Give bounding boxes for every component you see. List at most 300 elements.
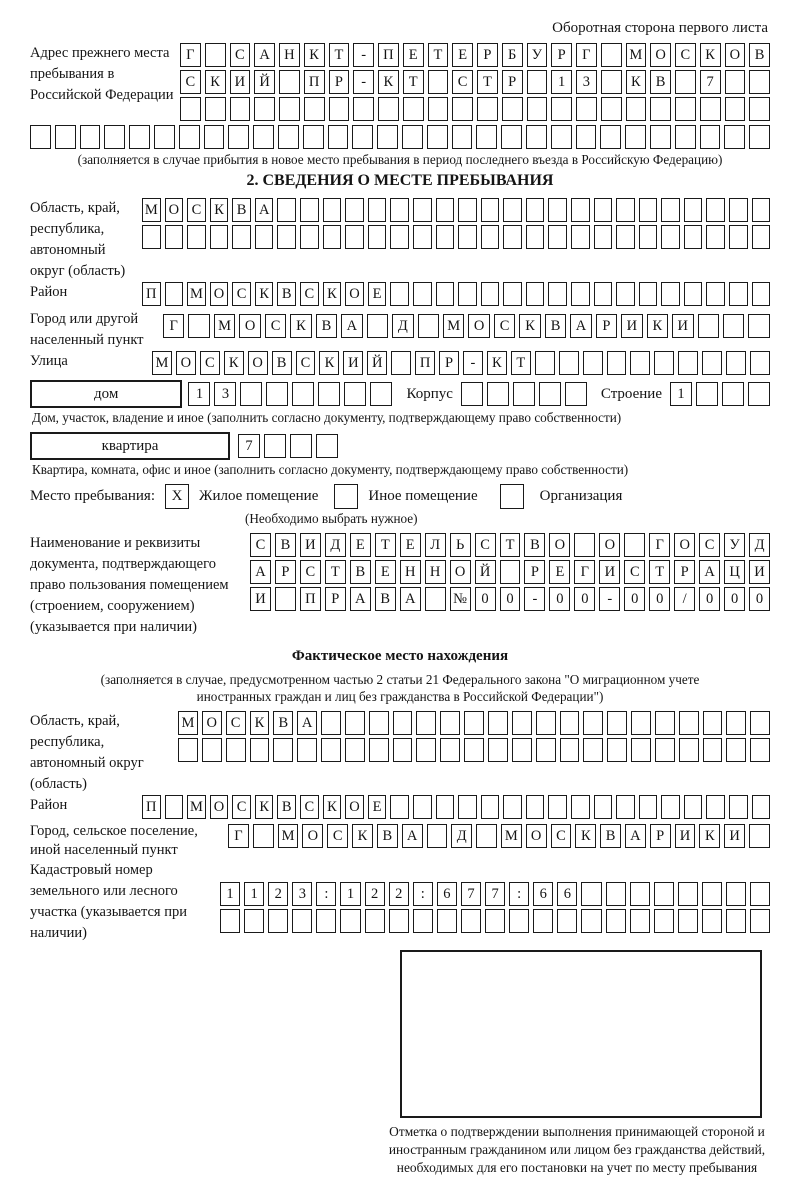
char-cell[interactable] <box>723 314 744 338</box>
char-cell[interactable]: С <box>475 533 496 557</box>
char-cell[interactable]: О <box>725 43 746 67</box>
char-cell[interactable] <box>481 282 500 306</box>
char-cell[interactable] <box>557 909 577 933</box>
char-cell[interactable]: Т <box>428 43 449 67</box>
char-cell[interactable]: И <box>621 314 642 338</box>
char-cell[interactable]: И <box>300 533 321 557</box>
char-cell[interactable] <box>576 97 597 121</box>
char-cell[interactable] <box>594 282 613 306</box>
char-cell[interactable] <box>700 125 721 149</box>
char-cell[interactable]: Е <box>368 795 387 819</box>
char-cell[interactable]: Е <box>400 533 421 557</box>
char-cell[interactable] <box>255 225 274 249</box>
char-cell[interactable]: 3 <box>576 70 597 94</box>
char-cell[interactable] <box>266 382 288 406</box>
char-cell[interactable] <box>416 738 436 762</box>
char-cell[interactable] <box>729 282 748 306</box>
char-cell[interactable] <box>440 711 460 735</box>
char-cell[interactable] <box>526 198 545 222</box>
char-cell[interactable] <box>464 711 484 735</box>
char-cell[interactable] <box>702 909 722 933</box>
char-cell[interactable] <box>30 125 51 149</box>
char-cell[interactable] <box>377 125 398 149</box>
char-cell[interactable]: С <box>699 533 720 557</box>
char-cell[interactable]: А <box>250 560 271 584</box>
char-cell[interactable] <box>304 97 325 121</box>
char-cell[interactable]: О <box>176 351 196 375</box>
char-cell[interactable] <box>300 225 319 249</box>
char-cell[interactable] <box>226 738 246 762</box>
char-cell[interactable] <box>187 225 206 249</box>
char-cell[interactable] <box>512 711 532 735</box>
char-cell[interactable] <box>165 282 184 306</box>
char-cell[interactable]: : <box>413 882 433 906</box>
char-cell[interactable] <box>574 533 595 557</box>
char-cell[interactable]: Т <box>329 43 350 67</box>
char-cell[interactable]: 1 <box>340 882 360 906</box>
char-cell[interactable] <box>428 97 449 121</box>
checkbox-residential-premises[interactable]: X <box>165 484 189 509</box>
char-cell[interactable] <box>639 795 658 819</box>
char-cell[interactable]: Д <box>325 533 346 557</box>
char-cell[interactable]: 0 <box>699 587 720 611</box>
char-cell[interactable] <box>458 198 477 222</box>
char-cell[interactable] <box>675 70 696 94</box>
char-cell[interactable]: 6 <box>533 882 553 906</box>
char-cell[interactable] <box>679 738 699 762</box>
char-cell[interactable]: 0 <box>475 587 496 611</box>
char-cell[interactable] <box>560 711 580 735</box>
char-cell[interactable] <box>452 125 473 149</box>
char-cell[interactable] <box>631 738 651 762</box>
char-cell[interactable] <box>527 70 548 94</box>
char-cell[interactable] <box>726 909 746 933</box>
char-cell[interactable] <box>413 225 432 249</box>
char-cell[interactable] <box>275 587 296 611</box>
char-cell[interactable] <box>560 738 580 762</box>
char-cell[interactable]: 2 <box>389 882 409 906</box>
char-cell[interactable] <box>703 738 723 762</box>
char-cell[interactable]: Н <box>425 560 446 584</box>
char-cell[interactable] <box>268 909 288 933</box>
char-cell[interactable] <box>232 225 251 249</box>
char-cell[interactable] <box>594 198 613 222</box>
char-cell[interactable]: Р <box>524 560 545 584</box>
char-cell[interactable] <box>752 198 771 222</box>
char-cell[interactable] <box>606 909 626 933</box>
char-cell[interactable]: Е <box>403 43 424 67</box>
char-cell[interactable]: О <box>210 282 229 306</box>
char-cell[interactable]: 2 <box>268 882 288 906</box>
char-cell[interactable] <box>485 909 505 933</box>
char-cell[interactable] <box>607 711 627 735</box>
char-cell[interactable]: О <box>526 824 547 848</box>
char-cell[interactable] <box>220 909 240 933</box>
char-cell[interactable]: - <box>353 70 374 94</box>
char-cell[interactable]: К <box>250 711 270 735</box>
char-cell[interactable] <box>365 909 385 933</box>
char-cell[interactable] <box>750 909 770 933</box>
char-cell[interactable] <box>278 125 299 149</box>
char-cell[interactable] <box>254 97 275 121</box>
char-cell[interactable] <box>571 198 590 222</box>
char-cell[interactable]: С <box>230 43 251 67</box>
char-cell[interactable] <box>661 282 680 306</box>
char-cell[interactable]: М <box>626 43 647 67</box>
char-cell[interactable]: А <box>625 824 646 848</box>
char-cell[interactable]: Ь <box>450 533 471 557</box>
char-cell[interactable] <box>458 225 477 249</box>
char-cell[interactable]: С <box>226 711 246 735</box>
char-cell[interactable]: В <box>277 795 296 819</box>
char-cell[interactable] <box>571 225 590 249</box>
char-cell[interactable] <box>264 434 286 458</box>
char-cell[interactable] <box>729 225 748 249</box>
char-cell[interactable] <box>244 909 264 933</box>
char-cell[interactable] <box>678 909 698 933</box>
char-cell[interactable] <box>345 225 364 249</box>
char-cell[interactable]: 0 <box>574 587 595 611</box>
char-cell[interactable] <box>607 351 627 375</box>
char-cell[interactable] <box>290 434 312 458</box>
char-cell[interactable]: М <box>501 824 522 848</box>
char-cell[interactable] <box>639 282 658 306</box>
checkbox-organization[interactable] <box>500 484 524 509</box>
char-cell[interactable]: О <box>202 711 222 735</box>
char-cell[interactable] <box>513 382 535 406</box>
char-cell[interactable] <box>661 225 680 249</box>
char-cell[interactable] <box>476 824 497 848</box>
char-cell[interactable] <box>509 909 529 933</box>
char-cell[interactable] <box>378 97 399 121</box>
char-cell[interactable]: М <box>178 711 198 735</box>
char-cell[interactable]: С <box>494 314 515 338</box>
char-cell[interactable]: А <box>699 560 720 584</box>
char-cell[interactable] <box>340 909 360 933</box>
char-cell[interactable] <box>703 711 723 735</box>
char-cell[interactable] <box>750 738 770 762</box>
char-cell[interactable] <box>487 382 509 406</box>
char-cell[interactable]: 1 <box>220 882 240 906</box>
char-cell[interactable] <box>188 314 209 338</box>
char-cell[interactable]: С <box>327 824 348 848</box>
char-cell[interactable]: С <box>300 282 319 306</box>
char-cell[interactable]: С <box>551 824 572 848</box>
char-cell[interactable] <box>481 795 500 819</box>
char-cell[interactable]: О <box>345 795 364 819</box>
char-cell[interactable] <box>369 711 389 735</box>
char-cell[interactable] <box>204 125 225 149</box>
char-cell[interactable] <box>210 225 229 249</box>
char-cell[interactable]: Г <box>163 314 184 338</box>
char-cell[interactable]: Р <box>275 560 296 584</box>
char-cell[interactable]: С <box>452 70 473 94</box>
char-cell[interactable]: 3 <box>292 882 312 906</box>
char-cell[interactable] <box>321 711 341 735</box>
char-cell[interactable]: 7 <box>700 70 721 94</box>
char-cell[interactable] <box>413 795 432 819</box>
char-cell[interactable]: К <box>255 795 274 819</box>
char-cell[interactable] <box>180 97 201 121</box>
char-cell[interactable]: М <box>142 198 161 222</box>
char-cell[interactable] <box>154 125 175 149</box>
char-cell[interactable] <box>428 70 449 94</box>
char-cell[interactable]: 0 <box>649 587 670 611</box>
char-cell[interactable] <box>616 795 635 819</box>
char-cell[interactable]: О <box>302 824 323 848</box>
char-cell[interactable]: И <box>749 560 770 584</box>
char-cell[interactable] <box>292 382 314 406</box>
char-cell[interactable]: Т <box>649 560 670 584</box>
char-cell[interactable]: К <box>519 314 540 338</box>
char-cell[interactable] <box>55 125 76 149</box>
char-cell[interactable] <box>277 225 296 249</box>
char-cell[interactable]: 7 <box>238 434 260 458</box>
char-cell[interactable] <box>300 198 319 222</box>
char-cell[interactable] <box>548 795 567 819</box>
char-cell[interactable] <box>481 198 500 222</box>
char-cell[interactable] <box>391 351 411 375</box>
char-cell[interactable]: Р <box>596 314 617 338</box>
char-cell[interactable] <box>630 882 650 906</box>
char-cell[interactable] <box>253 125 274 149</box>
char-cell[interactable] <box>548 282 567 306</box>
char-cell[interactable] <box>345 738 365 762</box>
char-cell[interactable] <box>729 795 748 819</box>
char-cell[interactable] <box>650 97 671 121</box>
char-cell[interactable]: 1 <box>551 70 572 94</box>
char-cell[interactable] <box>750 351 770 375</box>
char-cell[interactable] <box>631 711 651 735</box>
char-cell[interactable] <box>390 198 409 222</box>
char-cell[interactable]: Р <box>439 351 459 375</box>
char-cell[interactable]: Р <box>674 560 695 584</box>
char-cell[interactable]: А <box>350 587 371 611</box>
char-cell[interactable] <box>279 97 300 121</box>
char-cell[interactable] <box>526 225 545 249</box>
char-cell[interactable] <box>601 97 622 121</box>
char-cell[interactable]: - <box>524 587 545 611</box>
char-cell[interactable]: Р <box>477 43 498 67</box>
char-cell[interactable] <box>461 909 481 933</box>
char-cell[interactable] <box>616 225 635 249</box>
char-cell[interactable]: С <box>296 351 316 375</box>
char-cell[interactable]: В <box>650 70 671 94</box>
char-cell[interactable]: К <box>255 282 274 306</box>
char-cell[interactable] <box>654 909 674 933</box>
char-cell[interactable] <box>724 125 745 149</box>
char-cell[interactable] <box>698 314 719 338</box>
char-cell[interactable]: С <box>232 795 251 819</box>
char-cell[interactable]: - <box>463 351 483 375</box>
char-cell[interactable] <box>427 824 448 848</box>
char-cell[interactable]: 0 <box>549 587 570 611</box>
char-cell[interactable]: № <box>450 587 471 611</box>
char-cell[interactable] <box>750 711 770 735</box>
char-cell[interactable] <box>678 351 698 375</box>
char-cell[interactable] <box>345 198 364 222</box>
char-cell[interactable] <box>675 97 696 121</box>
char-cell[interactable] <box>440 738 460 762</box>
char-cell[interactable]: : <box>509 882 529 906</box>
char-cell[interactable] <box>503 225 522 249</box>
char-cell[interactable] <box>696 382 718 406</box>
char-cell[interactable]: / <box>674 587 695 611</box>
char-cell[interactable]: В <box>375 587 396 611</box>
char-cell[interactable]: И <box>675 824 696 848</box>
char-cell[interactable] <box>250 738 270 762</box>
char-cell[interactable]: П <box>304 70 325 94</box>
char-cell[interactable] <box>702 351 722 375</box>
char-cell[interactable] <box>565 382 587 406</box>
char-cell[interactable]: М <box>187 282 206 306</box>
char-cell[interactable]: В <box>273 711 293 735</box>
char-cell[interactable] <box>461 382 483 406</box>
char-cell[interactable] <box>601 70 622 94</box>
char-cell[interactable] <box>436 795 455 819</box>
char-cell[interactable] <box>583 738 603 762</box>
char-cell[interactable] <box>458 795 477 819</box>
char-cell[interactable] <box>748 314 769 338</box>
char-cell[interactable] <box>352 125 373 149</box>
char-cell[interactable] <box>675 125 696 149</box>
char-cell[interactable] <box>706 225 725 249</box>
char-cell[interactable]: О <box>674 533 695 557</box>
char-cell[interactable]: И <box>230 70 251 94</box>
char-cell[interactable] <box>316 434 338 458</box>
checkbox-other-premises[interactable] <box>334 484 358 509</box>
char-cell[interactable] <box>749 97 770 121</box>
char-cell[interactable] <box>654 351 674 375</box>
char-cell[interactable] <box>551 97 572 121</box>
char-cell[interactable] <box>458 282 477 306</box>
char-cell[interactable] <box>624 533 645 557</box>
char-cell[interactable] <box>279 70 300 94</box>
char-cell[interactable]: М <box>443 314 464 338</box>
char-cell[interactable] <box>700 97 721 121</box>
char-cell[interactable] <box>452 97 473 121</box>
char-cell[interactable]: В <box>277 282 296 306</box>
char-cell[interactable]: Г <box>228 824 249 848</box>
char-cell[interactable]: К <box>290 314 311 338</box>
char-cell[interactable] <box>240 382 262 406</box>
char-cell[interactable] <box>277 198 296 222</box>
char-cell[interactable] <box>650 125 671 149</box>
char-cell[interactable] <box>329 97 350 121</box>
char-cell[interactable] <box>526 795 545 819</box>
char-cell[interactable] <box>303 125 324 149</box>
char-cell[interactable] <box>539 382 561 406</box>
char-cell[interactable] <box>678 882 698 906</box>
char-cell[interactable]: 3 <box>214 382 236 406</box>
char-cell[interactable]: Е <box>452 43 473 67</box>
char-cell[interactable]: 1 <box>670 382 692 406</box>
char-cell[interactable] <box>559 351 579 375</box>
char-cell[interactable]: Г <box>574 560 595 584</box>
char-cell[interactable] <box>535 351 555 375</box>
char-cell[interactable]: Г <box>576 43 597 67</box>
char-cell[interactable]: М <box>187 795 206 819</box>
char-cell[interactable] <box>165 795 184 819</box>
char-cell[interactable] <box>722 382 744 406</box>
char-cell[interactable] <box>548 225 567 249</box>
char-cell[interactable] <box>129 125 150 149</box>
char-cell[interactable]: О <box>239 314 260 338</box>
char-cell[interactable]: С <box>300 795 319 819</box>
char-cell[interactable]: В <box>316 314 337 338</box>
char-cell[interactable]: В <box>350 560 371 584</box>
char-cell[interactable]: А <box>402 824 423 848</box>
char-cell[interactable] <box>413 198 432 222</box>
char-cell[interactable]: В <box>272 351 292 375</box>
char-cell[interactable]: К <box>487 351 507 375</box>
char-cell[interactable] <box>581 882 601 906</box>
char-cell[interactable] <box>416 711 436 735</box>
char-cell[interactable] <box>749 125 770 149</box>
char-cell[interactable]: У <box>527 43 548 67</box>
char-cell[interactable]: К <box>205 70 226 94</box>
char-cell[interactable] <box>436 198 455 222</box>
char-cell[interactable] <box>655 711 675 735</box>
char-cell[interactable]: Т <box>325 560 346 584</box>
char-cell[interactable] <box>369 738 389 762</box>
char-cell[interactable] <box>179 125 200 149</box>
char-cell[interactable] <box>600 125 621 149</box>
char-cell[interactable] <box>583 351 603 375</box>
char-cell[interactable] <box>205 97 226 121</box>
char-cell[interactable] <box>488 738 508 762</box>
char-cell[interactable]: С <box>180 70 201 94</box>
char-cell[interactable] <box>679 711 699 735</box>
char-cell[interactable]: М <box>214 314 235 338</box>
char-cell[interactable] <box>725 97 746 121</box>
char-cell[interactable]: Т <box>375 533 396 557</box>
char-cell[interactable]: Н <box>279 43 300 67</box>
char-cell[interactable]: О <box>345 282 364 306</box>
char-cell[interactable]: И <box>250 587 271 611</box>
char-cell[interactable]: С <box>675 43 696 67</box>
char-cell[interactable]: К <box>575 824 596 848</box>
char-cell[interactable]: 6 <box>557 882 577 906</box>
char-cell[interactable] <box>630 351 650 375</box>
char-cell[interactable]: - <box>353 43 374 67</box>
char-cell[interactable] <box>706 795 725 819</box>
char-cell[interactable] <box>345 711 365 735</box>
char-cell[interactable]: В <box>524 533 545 557</box>
char-cell[interactable] <box>726 738 746 762</box>
char-cell[interactable]: О <box>248 351 268 375</box>
char-cell[interactable]: 1 <box>188 382 210 406</box>
char-cell[interactable]: У <box>724 533 745 557</box>
char-cell[interactable] <box>616 198 635 222</box>
char-cell[interactable]: А <box>255 198 274 222</box>
char-cell[interactable] <box>80 125 101 149</box>
char-cell[interactable] <box>316 909 336 933</box>
char-cell[interactable]: К <box>323 795 342 819</box>
char-cell[interactable]: Н <box>400 560 421 584</box>
char-cell[interactable] <box>390 282 409 306</box>
char-cell[interactable]: К <box>378 70 399 94</box>
char-cell[interactable] <box>661 198 680 222</box>
char-cell[interactable] <box>368 225 387 249</box>
char-cell[interactable]: А <box>297 711 317 735</box>
char-cell[interactable]: С <box>200 351 220 375</box>
char-cell[interactable] <box>752 225 771 249</box>
char-cell[interactable] <box>353 97 374 121</box>
char-cell[interactable]: Д <box>749 533 770 557</box>
char-cell[interactable] <box>655 738 675 762</box>
char-cell[interactable]: М <box>152 351 172 375</box>
